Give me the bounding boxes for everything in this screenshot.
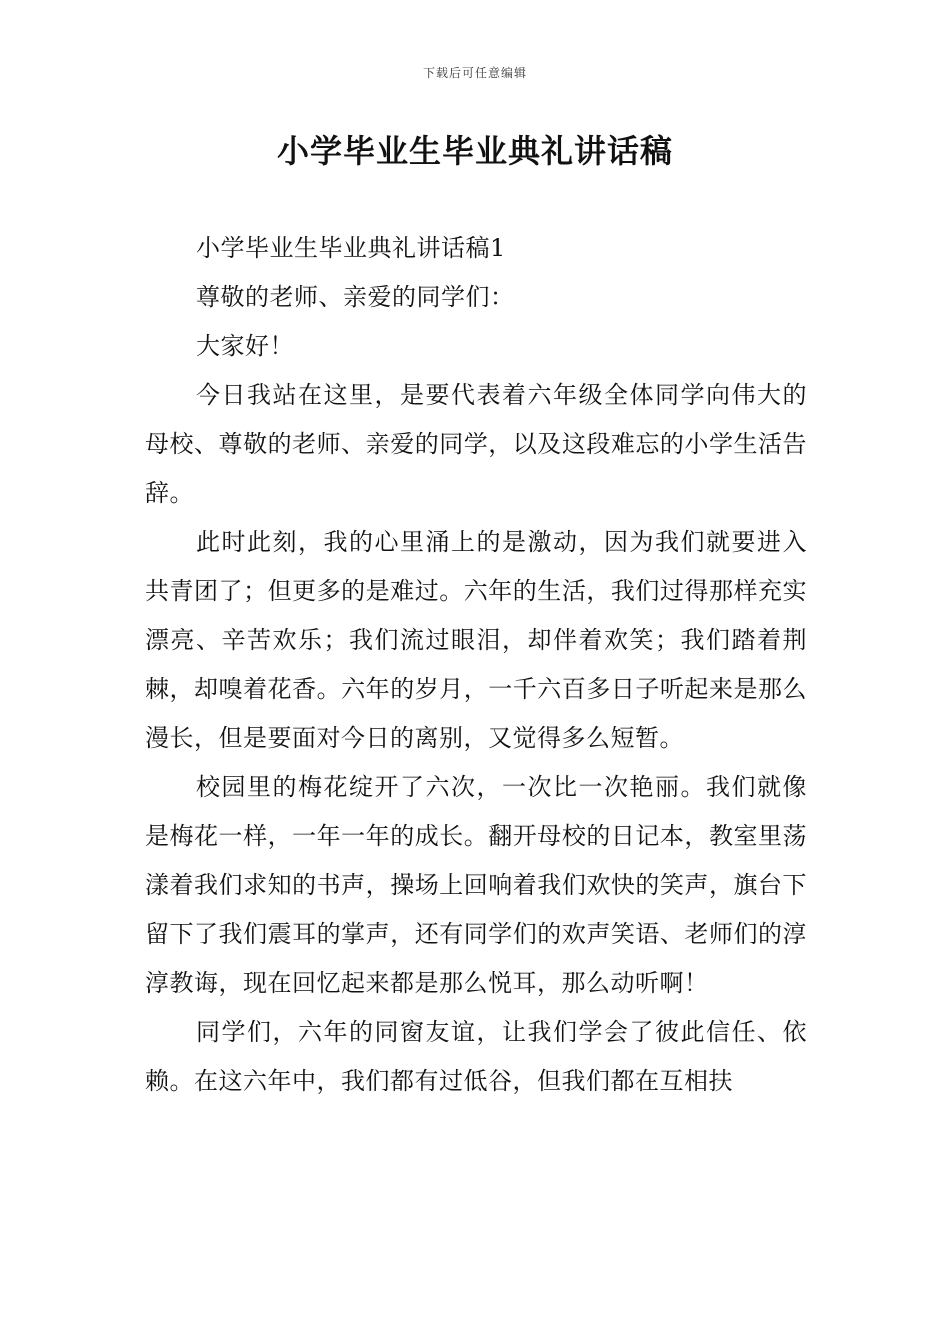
paragraph-body: 此时此刻，我的心里涌上的是激动，因为我们就要进入共青团了；但更多的是难过。六年的生活，我们过得那样充实漂亮、辛苦欢乐；我们流过眼泪，却伴着欢笑；我们踏着荆棘，却嗅着花香。六年的岁月，一千六百多日子听起来是那么漫长，但是要面对今日的离别，又觉得多么短暂。 — [145, 528, 807, 752]
paragraph-greeting: 大家好！ — [196, 332, 294, 360]
paragraph-body: 同学们，六年的同窗友谊，让我们学会了彼此信任、依赖。在这六年中，我们都有过低谷，但我们都在互相扶 — [145, 1018, 807, 1095]
paragraph-salutation: 尊敬的老师、亲爱的同学们： — [196, 283, 515, 311]
header-note: 下载后可任意编辑 — [422, 66, 527, 80]
paragraph-heading: 小学毕业生毕业典礼讲话稿1 — [196, 234, 506, 262]
document-title: 小学毕业生毕业典礼讲话稿 — [276, 132, 673, 170]
document-body — [145, 224, 807, 1106]
paragraph-body: 校园里的梅花绽开了六次，一次比一次艳丽。我们就像是梅花一样，一年一年的成长。翻开母校的日记本，教室里荡漾着我们求知的书声，操场上回响着我们欢快的笑声，旗台下留下了我们震耳的掌声，还有同学们的欢声笑语、老师们的淳淳教诲，现在回忆起来都是那么悦耳，那么动听啊！ — [145, 773, 807, 997]
paragraph-body: 今日我站在这里，是要代表着六年级全体同学向伟大的母校、尊敬的老师、亲爱的同学，以及这段难忘的小学生活告辞。 — [145, 381, 807, 507]
